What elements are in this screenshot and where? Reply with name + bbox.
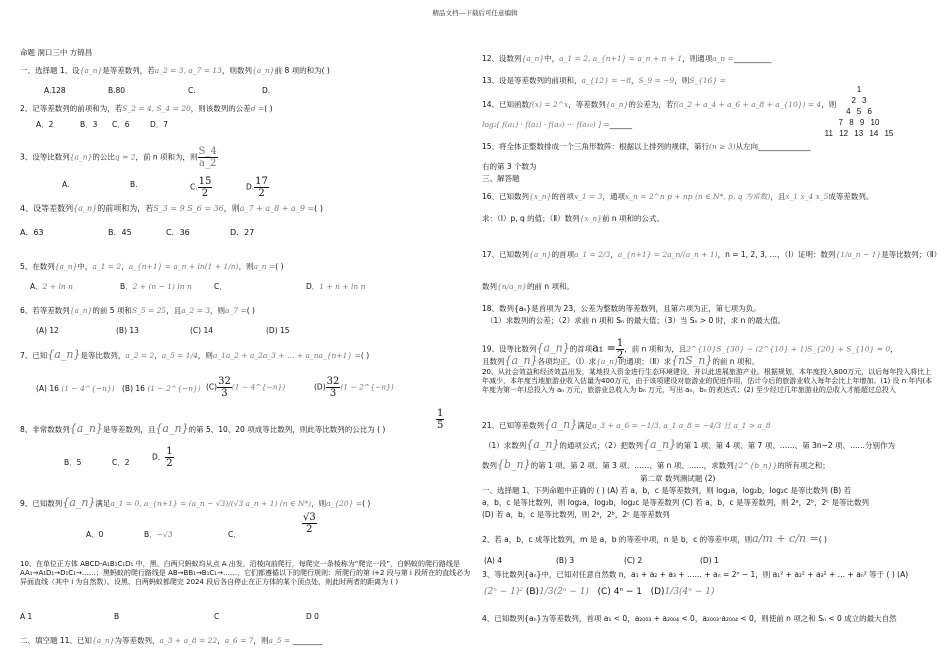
q4-option-b: B．45 <box>108 228 132 237</box>
q4-option-d: D．27 <box>230 228 255 237</box>
p2-q1-line-2: a，b，c 是等比数列，则 log₂a，log₂b，log₂c 是等差数列 (C) 若 a，b，c 是等差数列，则 2ᵃ，2ᵇ，2ᶜ 是等比数列 <box>482 498 870 507</box>
q10-option-c: C <box>214 612 220 621</box>
q19-line-2: 且数列{a_n}各项均正。（Ⅰ）求{a_n}的通项；（Ⅱ）求{nS_n}的前 n 项和。 <box>482 354 760 367</box>
q8-option-d: D． $\frac{1}{2}$ <box>152 446 173 469</box>
question-5: 5、在数列{a_n}中，a_1 = 2，a_{n+1} = a_n + ln(1 + 1/n)，则a_n =( ) <box>20 262 284 271</box>
q6-option-b: (B) 13 <box>116 326 139 335</box>
q6-option-a: (A) 12 <box>36 326 59 335</box>
q3-option-c: C. $\frac{15}{2}$ <box>190 176 212 199</box>
q21-line-2: （1）求数列{a_n}的通项公式；（2）把数列{a_n}的第 1 项、第 4 项、第 7 项、……、第 3n−2 项、……分别作为 <box>484 438 896 451</box>
q3-fraction: $\frac{S\_4}{a\_2}$ <box>198 146 217 169</box>
triangle-row: 2 3 <box>851 96 867 105</box>
author-line: 命题 洞口三中 方锦昌 <box>20 48 93 57</box>
q7-option-a: (A) 16 (1 − 4^{−n}) <box>36 384 115 393</box>
section-3-title: 三、解答题 <box>482 174 520 183</box>
triangle-row: 7 8 9 10 <box>838 118 880 127</box>
p2-question-4: 4、已知数列{aₙ}为等差数列，首项 a₁ < 0，a₂₀₀₃ + a₂₀₀₄ < 0，a₂₀₀₃·a₂₀₀₄ < 0，则使前 n 项之和 Sₙ < 0 成立的最大自然 <box>482 614 897 623</box>
question-9: 9、已知数列{a_n}满足a_1 = 0, a_{n+1} = (a_n − √3)/(√3 a_n + 1) (n ∈ N*)，则a_{20} =( ) <box>20 496 371 509</box>
question-18: 18、数列{aₙ}是首项为 23，公差为整数的等差数列，且第六项为正，第七项为负。 <box>482 304 761 313</box>
q16-line-2: 求：（Ⅰ）p, q 的值；（Ⅱ）数列{x_n}前 n 项和的公式。 <box>482 214 664 223</box>
q7-option-c: (C) $\frac{32}{3}$ (1 − 4^{−n}) <box>206 376 286 399</box>
question-16: 16、已知数列{x_n}的首项x_1 = 3，通项x_n = 2^n p + np (n ∈ N*, p, q 为常数)，且x_1 x_4 x_5成等差数列。 <box>482 192 874 201</box>
q9-option-b: B．−√3 <box>144 530 173 539</box>
question-20: 20、从社会效益和经济效益出发，某地投入资金进行生态环境建设，并以此进展旅游产业。根据规划，本年度投入800万元，以后每年投入将比上年减少，本年度当地旅游业收入估量为400万元，由于该项建设对旅游业的促进作用，估计今后的旅游业收入每年会比上年增加。(1) 设 n 年内(本年度为第一年)总投入为 aₙ 万元，旅游业总收入为 bₙ 万元，写出 aₙ，bₙ 的表达式；(2) 至少经过几年旅游业的总收入才能超过总投入 <box>482 368 933 394</box>
q21-line-3: 数列{b_n}的第 1 项、第 2 项、第 3 项、……、第 n 项、……，求数列{2^{b_n}}的所有项之和； <box>482 458 830 471</box>
triangle-row: 4 5 6 <box>846 107 872 116</box>
q10-option-a: A 1 <box>20 612 33 621</box>
question-7: 7、已知{a_n}是等比数列，a_2 = 2，a_5 = 1/4，则a_1a_2 + a_2a_3 + … + a_na_{n+1} =( ) <box>20 348 370 361</box>
q5-option-a: A．2 + ln n <box>30 282 73 291</box>
p2-question-3: 3、等比数列{aₙ}中，已知对任意自然数 n，a₁ + a₂ + a₃ + …… + aₙ = 2ⁿ − 1，则 a₁² + a₂² + a₃² + … + aₙ² 等于 ( ) (A) <box>482 570 909 579</box>
question-14: 14、已知函数f(x) = 2^x，等差数列{a_n}的公差为，若f(a_2 + a_4 + a_6 + a_8 + a_{10}) = 4，则 <box>482 100 837 109</box>
q10-option-d: D 0 <box>306 612 319 621</box>
question-10: 10、在单位正方体 ABCD-A₁B₁C₁D₁ 中，黑、白两只蚂蚁均从点 A 出发，沿棱向前爬行，每爬完一条棱称为“爬完一段”，白蚂蚁的爬行路线是 AA₁→A₁D₁→D₁C₁→……；黑蚂蚁的爬行路线是 AB→BB₁→B₁C₁→……，它们都遵循以下的爬行规则：所爬行的第 i+2 段与第 i 段所在的直线必为异面直线（其中 i 为自然数）。设黑、白两蚂蚁都爬完 2024 段后各自停止在正方体的某个顶点处，则此时两者的距离为 ( ) <box>20 560 471 586</box>
question-21: 21、已知等差数列{a_n}满足a_3 + a_6 = −1/3, a_1 a_8 = −4/3 且 a_1 > a_8 <box>482 418 771 431</box>
triangle-row: 1 <box>856 85 862 94</box>
p2-q2-option-c: (C) 2 <box>624 556 643 565</box>
question-11: 二、填空题 11、已知{a_n}为等差数列，a_3 + a_8 = 22，a_6 = 7，则a_5 = ________ <box>20 636 323 645</box>
p2-question-1: 一、选择题 1、下列命题中正确的 ( ) (A) 若 a，b，c 是等差数列，则 log₂a，log₂b，log₂c 是等比数列 (B) 若 <box>482 486 852 495</box>
q3-option-a: A. <box>62 180 70 189</box>
number-triangle <box>804 84 914 139</box>
q1-option-a: A.128 <box>44 86 66 95</box>
q2-option-c: C．6 <box>112 120 130 129</box>
p2-q1-line-3: (D) 若 a，b，c 是等比数列，则 2ᵃ，2ᵇ，2ᶜ 是等差数列 <box>482 510 670 519</box>
question-1: 一、选择题 1、设{a_n}是等差数列，若a_2 = 3, a_7 = 13，则数列{a_n}前 8 项的和为( ) <box>20 66 330 75</box>
q5-option-d: D．1 + n + ln n <box>306 282 366 291</box>
question-17: 17、已知数列{a_n}的首项a_1 = 2/3，a_{n+1} = 2a_n/(a_n + 1)，n = 1, 2, 3, …，（Ⅰ）证明：数列{1/a_n − 1}是等比数列；（Ⅱ） <box>482 250 942 259</box>
q18-line-2: （1）求数列的公差；（2）求前 n 项和 Sₙ 的最大值；（3）当 Sₙ > 0 时，求 n 的最大值。 <box>486 316 786 325</box>
p2-q3-options: (2ⁿ − 1)² (B)1/3(2ⁿ − 1) (C) 4ⁿ − 1 (D)1/3(4ⁿ − 1) <box>484 587 715 597</box>
q1-option-d: D. <box>262 86 271 95</box>
q6-option-d: (D) 15 <box>266 326 290 335</box>
q4-option-c: C．36 <box>166 228 190 237</box>
question-4: 4、设等差数列{a_n}的前项和为，若S_3 = 9 S_6 = 36，则a_7 + a_8 + a_9 =( ) <box>20 204 323 213</box>
q10-option-b: B <box>114 612 120 621</box>
q7-option-b: (B) 16 (1 − 2^{−n}) <box>122 384 201 393</box>
q2-option-b: B．3 <box>80 120 98 129</box>
q4-option-a: A．63 <box>20 228 44 237</box>
q2-option-a: A．2 <box>36 120 54 129</box>
q2-option-d: D．7 <box>150 120 169 129</box>
triangle-row: 11 12 13 14 15 <box>824 129 894 138</box>
q8-option-c: C．2 <box>112 458 130 467</box>
q15-line-2: 右的第 3 个数为 <box>482 162 537 171</box>
chapter-title: 第二章 数列测试题 (2) <box>640 474 716 483</box>
p2-q2-option-d: (D) 1 <box>700 556 719 565</box>
p2-q2-option-b: (B) 3 <box>556 556 575 565</box>
question-3: 3、设等比数列{a_n}的公比q = 2，前 n 项和为，则 $\frac{S\_4}{a\_2}$ <box>20 146 217 169</box>
question-15: 15、将全体正整数排成一个三角形数阵：根据以上排列的规律，第行(n ≥ 3)从左向______________ <box>482 142 811 151</box>
q6-option-c: (C) 14 <box>190 326 214 335</box>
q1-option-b: B.80 <box>108 86 126 95</box>
question-8: 8、非常数数列{a_n}是等差数列，且{a_n}的第 5、10、20 项成等比数列，则此等比数列的公比为 ( ) <box>20 422 386 435</box>
q14-line-2: log₂[ f(a₁) · f(a₂) · f(a₃) ··· f(a₁₀) ] =______ <box>482 120 633 129</box>
question-13: 13、设是等差数列的前项和，a_{12} = −8，S_9 = −9，则S_{16} = <box>482 76 726 85</box>
q5-option-b: B．2 + (n − 1) ln n <box>120 282 192 291</box>
q9-option-d: $\frac{√3}{2}$ <box>303 512 316 535</box>
q5-option-c: C． <box>214 282 227 291</box>
page-header-note: 精品文档---下载后可任意编辑 <box>432 9 518 17</box>
q7-option-d: (D) $\frac{32}{3}$ (1 − 2^{−n}) <box>314 376 394 399</box>
q8-option-a: $\frac{1}{5}$ <box>437 408 444 431</box>
p2-question-2: 2、若 a，b，c 成等比数列，m 是 a，b 的等差中项，n 是 b，c 的等差中项，则a/m + c/n =( ) <box>482 532 827 545</box>
q9-option-c: C． <box>228 530 241 539</box>
q1-option-c: C. <box>188 86 196 95</box>
question-12: 12、设数列{a_n}中，a_1 = 2, a_{n+1} = a_n + n + 1，则通项a_n =__________ <box>482 54 772 63</box>
question-19: 19、设等比数列{a_n}的首项a₁ = $\frac{1}{2}$ ，前 n 项和为，且2^{10}S_{30} − (2^{10} + 1)S_{20} + S_{10} = 0， <box>482 338 898 361</box>
p2-q2-option-a: (A) 4 <box>484 556 503 565</box>
question-2: 2、记等差数列的前项和为，若S_2 = 4, S_4 = 20，则该数列的公差d =( ) <box>20 104 273 113</box>
q17-line-2: 数列{n/a_n}的前 n 项和。 <box>482 282 574 291</box>
q3-option-b: B. <box>130 180 138 189</box>
q9-option-a: A．0 <box>86 530 104 539</box>
question-6: 6、若等差数列{a_n}的前 5 项和S_5 = 25，且a_2 = 3，则a_7 =( ) <box>20 306 255 315</box>
q8-option-b: B．5 <box>64 458 82 467</box>
q3-option-d: D. $\frac{17}{2}$ <box>246 176 268 199</box>
